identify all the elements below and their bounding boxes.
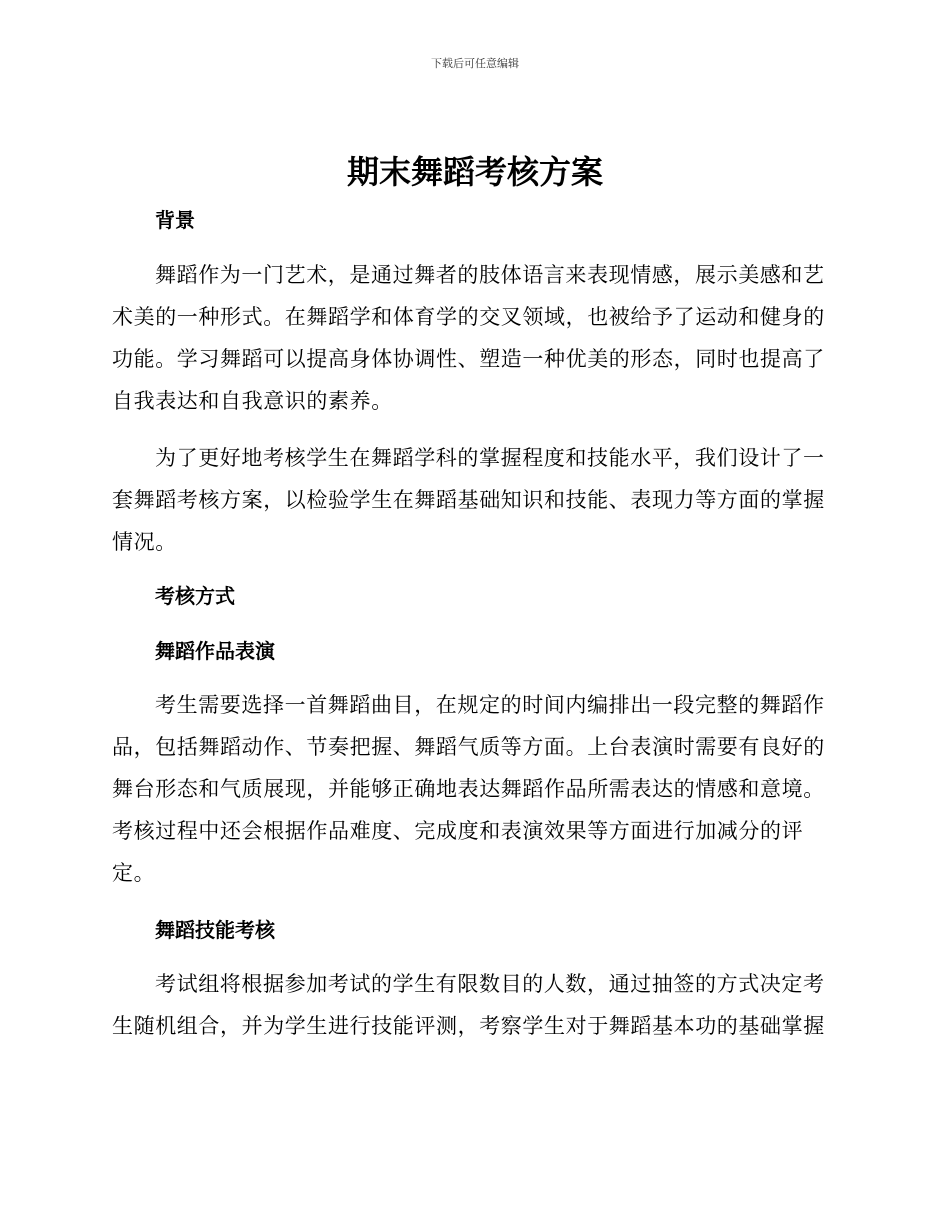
paragraph-background-2: 为了更好地考核学生在舞蹈学科的掌握程度和技能水平，我们设计了一套舞蹈考核方案，以检验学生在舞蹈基础知识和技能、表现力等方面的掌握情况。	[112, 446, 825, 554]
paragraph-performance: 考生需要选择一首舞蹈曲目，在规定的时间内编排出一段完整的舞蹈作品，包括舞蹈动作、节奏把握、舞蹈气质等方面。上台表演时需要有良好的舞台形态和气质展现，并能够正确地表达舞蹈作品所需表达的情感和意境。考核过程中还会根据作品难度、完成度和表演效果等方面进行加减分的评定。	[112, 693, 825, 885]
section-heading-method: 考核方式	[155, 584, 235, 608]
section-heading-performance: 舞蹈作品表演	[155, 639, 275, 663]
section-heading-skill: 舞蹈技能考核	[155, 918, 275, 942]
section-heading-background: 背景	[155, 208, 195, 232]
header-note: 下载后可任意编辑	[431, 57, 519, 70]
paragraph-skill: 考试组将根据参加考试的学生有限数目的人数，通过抽签的方式决定考生随机组合，并为学生进行技能评测，考察学生对于舞蹈基本功的基础掌握	[112, 972, 825, 1038]
paragraph-background-1: 舞蹈作为一门艺术，是通过舞者的肢体语言来表现情感，展示美感和艺术美的一种形式。在舞蹈学和体育学的交叉领域，也被给予了运动和健身的功能。学习舞蹈可以提高身体协调性、塑造一种优美的形态，同时也提高了自我表达和自我意识的素养。	[112, 263, 825, 413]
document-title: 期末舞蹈考核方案	[346, 153, 603, 191]
